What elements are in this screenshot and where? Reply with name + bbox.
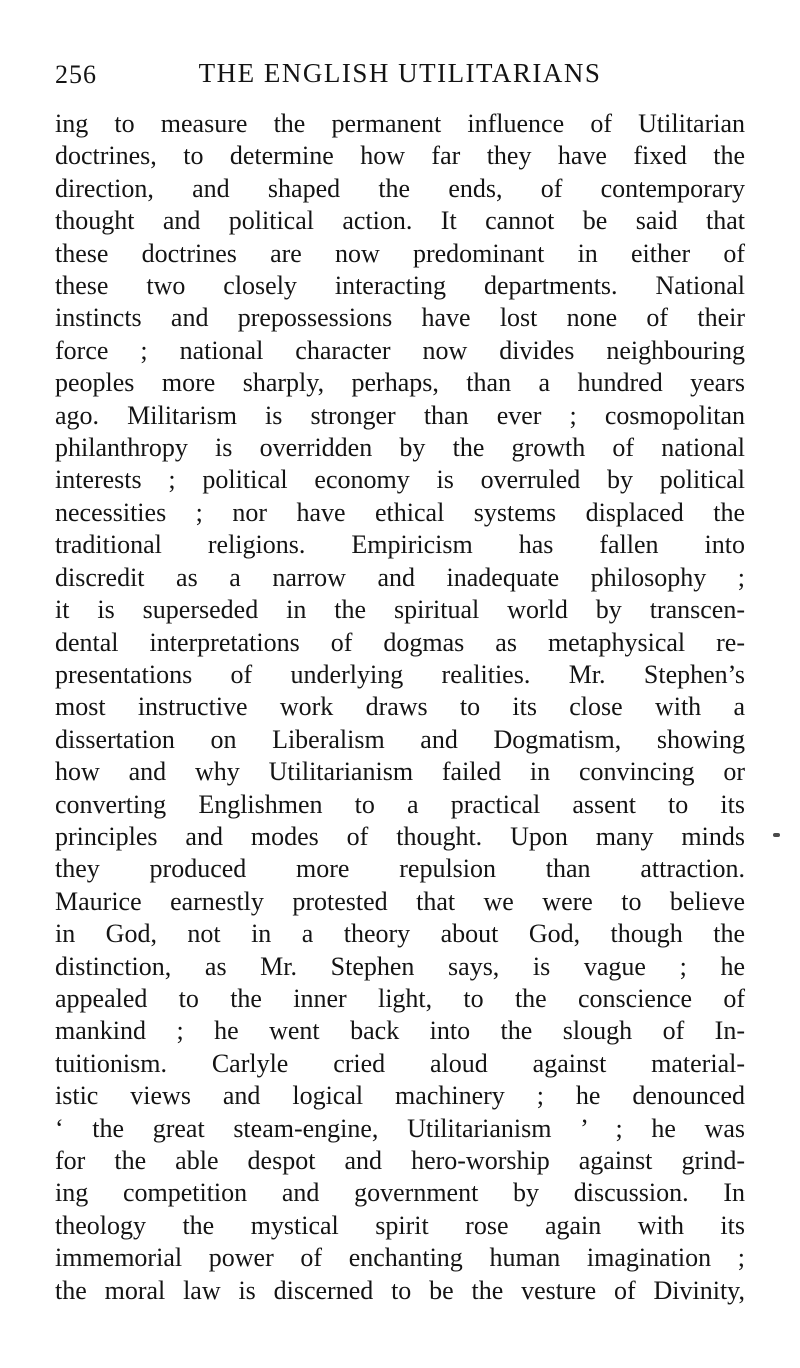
text-line: principles and modes of thought. Upon many minds [55, 821, 745, 851]
text-line: ago. Militarism is stronger than ever ; cosmopolitan [55, 400, 745, 430]
text-line: peoples more sharply, perhaps, than a hundred years [55, 368, 745, 398]
text-line: tuitionism. Carlyle cried aloud against material- [55, 1048, 745, 1078]
text-line: most instructive work draws to its close with a [55, 692, 745, 722]
text-line: converting Englishmen to a practical assent to its [55, 789, 745, 819]
text-line: necessities ; nor have ethical systems displaced the [55, 497, 745, 527]
text-line: instincts and prepossessions have lost none of their [55, 303, 745, 333]
page-number: 256 [55, 60, 97, 89]
text-line: mankind ; he went back into the slough of In- [55, 1016, 745, 1046]
page-body-text [55, 108, 745, 1307]
text-line: istic views and logical machinery ; he denounced [55, 1081, 745, 1111]
text-line: ing competition and government by discussion. In [55, 1178, 745, 1208]
text-line: immemorial power of enchanting human imagination ; [55, 1243, 745, 1273]
text-line: presentations of underlying realities. Mr. Stephen’s [55, 659, 745, 689]
text-line: it is superseded in the spiritual world by transcen- [55, 595, 745, 625]
running-title: THE ENGLISH UTILITARIANS [198, 58, 602, 88]
text-line: direction, and shaped the ends, of contemporary [55, 173, 745, 203]
scan-speck-artifact [773, 833, 780, 837]
text-line: discredit as a narrow and inadequate philosophy ; [55, 562, 745, 592]
text-line: dissertation on Liberalism and Dogmatism, showing [55, 724, 745, 754]
text-line: dental interpretations of dogmas as metaphysical re- [55, 627, 745, 657]
text-line: Maurice earnestly protested that we were to believe [55, 886, 745, 916]
text-line: interests ; political economy is overruled by political [55, 465, 745, 495]
text-line: for the able despot and hero-worship against grind- [55, 1146, 745, 1175]
text-line: they produced more repulsion than attraction. [55, 854, 745, 884]
text-line: in God, not in a theory about God, though the [55, 919, 745, 949]
text-line: thought and political action. It cannot be said that [55, 206, 745, 236]
text-line: how and why Utilitarianism failed in convincing or [55, 757, 745, 787]
text-line: these doctrines are now predominant in either of [55, 238, 745, 268]
text-line: ‘ the great steam-engine, Utilitarianism ’ ; he was [55, 1113, 745, 1143]
text-line: these two closely interacting departments. National [55, 271, 745, 301]
text-line: doctrines, to determine how far they have fixed the [55, 141, 745, 171]
text-line: appealed to the inner light, to the conscience of [55, 983, 745, 1013]
text-line: traditional religions. Empiricism has fallen into [55, 530, 745, 560]
text-line: philanthropy is overridden by the growth of national [55, 433, 745, 463]
text-line: ing to measure the permanent influence of Utilitarian [55, 109, 745, 138]
text-line: the moral law is discerned to be the vesture of Divinity, [55, 1275, 745, 1305]
running-head [55, 58, 745, 94]
text-line: theology the mystical spirit rose again with its [55, 1210, 745, 1240]
text-line: distinction, as Mr. Stephen says, is vague ; he [55, 951, 745, 981]
text-line: force ; national character now divides neighbouring [55, 335, 745, 365]
